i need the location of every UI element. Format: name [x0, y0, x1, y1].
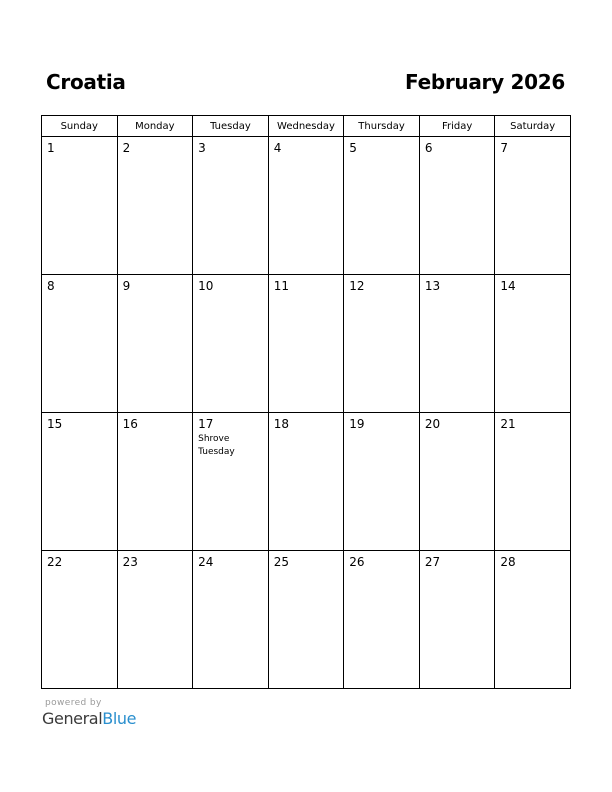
day-cell — [268, 413, 344, 551]
day-number: 13 — [424, 279, 441, 293]
day-cell — [419, 275, 495, 413]
day-cell — [42, 275, 118, 413]
day-cell — [344, 551, 420, 689]
day-cell — [117, 275, 193, 413]
day-cell — [495, 551, 571, 689]
day-number: 6 — [424, 141, 433, 155]
week-row — [42, 137, 571, 275]
day-cell — [344, 137, 420, 275]
day-cell — [117, 137, 193, 275]
day-number: 16 — [122, 417, 138, 431]
day-number: 23 — [122, 555, 138, 569]
day-number: 24 — [198, 555, 214, 569]
day-cell — [193, 275, 269, 413]
day-number: 4 — [273, 141, 282, 155]
day-cell — [495, 275, 571, 413]
day-number: 12 — [349, 279, 365, 293]
weekday-header-sunday: Sunday — [42, 116, 118, 137]
day-number: 25 — [273, 555, 289, 569]
day-cell — [268, 275, 344, 413]
country-title: Croatia — [46, 70, 126, 94]
day-cell — [419, 551, 495, 689]
day-cell — [268, 551, 344, 689]
day-cell — [42, 551, 118, 689]
day-number: 17 — [198, 417, 214, 431]
month-year-title: February 2026 — [405, 70, 565, 94]
footer — [42, 698, 136, 728]
day-cell — [42, 137, 118, 275]
week-row — [42, 551, 571, 689]
day-number: 3 — [198, 141, 206, 155]
day-number: 22 — [47, 555, 63, 569]
day-cell — [495, 413, 571, 551]
day-number: 26 — [349, 555, 365, 569]
day-number: 15 — [47, 417, 63, 431]
day-cell — [268, 137, 344, 275]
weekday-header-monday: Monday — [117, 116, 193, 137]
day-number: 27 — [424, 555, 441, 569]
weekday-header-wednesday: Wednesday — [268, 116, 344, 137]
day-cell — [495, 137, 571, 275]
day-number: 14 — [500, 279, 516, 293]
weekday-header-tuesday: Tuesday — [193, 116, 269, 137]
brand-name-part2: Blue — [102, 709, 137, 728]
day-cell — [344, 413, 420, 551]
day-number: 11 — [273, 279, 289, 293]
day-number: 5 — [349, 141, 357, 155]
day-cell — [42, 413, 118, 551]
weekday-header-thursday: Thursday — [344, 116, 420, 137]
day-cell — [117, 551, 193, 689]
powered-by-label: powered by — [45, 698, 102, 708]
day-number: 2 — [122, 141, 131, 155]
day-number: 20 — [424, 417, 441, 431]
holiday-label: Shrove Tuesday — [198, 434, 235, 457]
day-number: 21 — [500, 417, 516, 431]
day-cell — [344, 275, 420, 413]
generalblue-logo[interactable] — [42, 709, 136, 728]
day-number: 28 — [500, 555, 516, 569]
weekday-header-friday: Friday — [419, 116, 495, 137]
day-cell — [117, 413, 193, 551]
brand-name-part1: General — [42, 709, 103, 728]
day-number: 18 — [273, 417, 289, 431]
day-number: 10 — [198, 279, 214, 293]
week-row — [42, 413, 571, 551]
day-number: 7 — [500, 141, 509, 155]
day-number: 9 — [122, 279, 131, 293]
day-number: 8 — [47, 279, 55, 293]
day-cell — [419, 413, 495, 551]
day-cell — [193, 413, 269, 551]
day-cell — [193, 551, 269, 689]
day-cell — [419, 137, 495, 275]
weekday-header-saturday: Saturday — [495, 116, 571, 137]
day-cell — [193, 137, 269, 275]
day-number: 1 — [47, 141, 55, 155]
day-number: 19 — [349, 417, 365, 431]
calendar-grid — [41, 115, 571, 689]
weekday-header-row — [42, 116, 571, 137]
week-row — [42, 275, 571, 413]
